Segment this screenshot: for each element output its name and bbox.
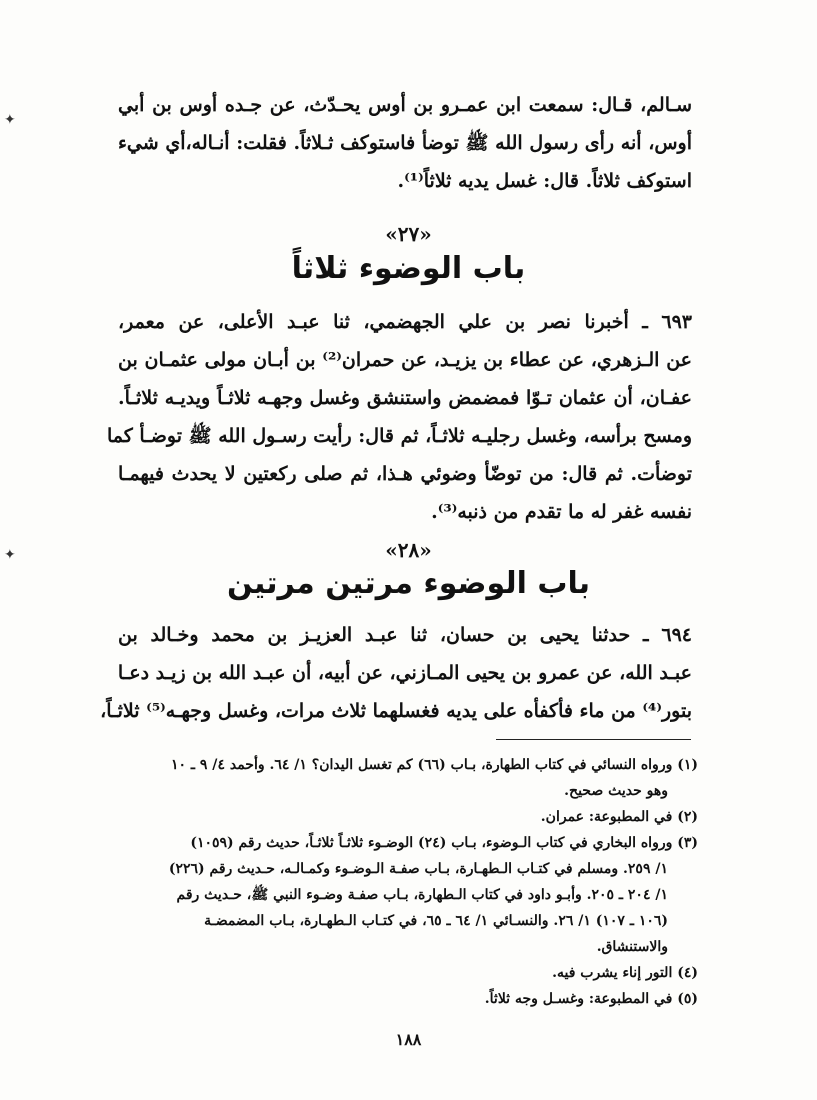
footnote-line: والاستنشاق.: [596, 939, 668, 955]
text-line: بتور⁽⁴⁾ من ماء فأكفأه على يديه فغسلهما ثلاث مرات، وغسل وجهـه⁽⁵⁾ ثلاثـاً،: [100, 700, 692, 722]
paragraph-continuation: [118, 86, 692, 200]
margin-mark-top: ✦: [4, 112, 16, 128]
chapter-27-number: «٢٧»: [385, 222, 432, 246]
footnote-line: ١/ ٢٠٤ ـ ٢٠٥. وأبـو داود في كتاب الـطهارة، بـاب صفـة وضـوء النبي ﷺ، حـديث رقم: [176, 887, 668, 903]
hadith-694: [100, 616, 692, 730]
footnote-line: (١) ورواه النسائي في كتاب الطهارة، بـاب (٦٦) كم تغسل اليدان؟ ١/ ٦٤. وأحمد ٤/ ٩ ـ ١٠: [171, 757, 698, 773]
text-line: أوس، أنه رأى رسول الله ﷺ توضأ فاستوكف ثـلاثاً. فقلت: أنـاله،أي شيء: [118, 132, 692, 154]
text-line: سـالم، قـال: سمعت ابن عمـرو بن أوس يحـدّث، عن جـده أوس بن أبي: [118, 94, 692, 116]
chapter-28-number: «٢٨»: [385, 538, 432, 562]
text-line: عفـان، أن عثمان تـوّا فمضمض واستنشق وغسل وجهـه ثلاثـاً ويديـه ثلاثـاً.: [118, 387, 692, 409]
footnote-line: (٢) في المطبوعة: عمران.: [540, 809, 698, 825]
footnote-line: (٤) التور إناء يشرب فيه.: [552, 965, 698, 981]
footnote-line: (٥) في المطبوعة: وغسـل وجه ثلاثاً.: [484, 991, 698, 1007]
text-line: ٦٩٤ ـ حدثنا يحيى بن حسان، ثنا عبـد العزيـز بن محمد وخـالد بن: [118, 624, 692, 646]
footnote-line: وهو حديث صحيح.: [564, 783, 668, 799]
text-line: استوكف ثلاثاً. قال: غسل يديه ثلاثاً⁽¹⁾.: [397, 170, 692, 192]
footnote-line: (١٠٦ ـ ١٠٧) ١/ ٢٦. والنسـائي ١/ ٦٤ ـ ٦٥، في كتـاب الـطهـارة، بـاب المضمضـة: [204, 913, 668, 929]
text-line: ٦٩٣ ـ أخبرنا نصر بن علي الجهضمي، ثنا عبـد الأعلى، عن معمر،: [118, 311, 692, 333]
footnote-separator: [496, 739, 691, 740]
text-line: عبـد الله، عن عمرو بن يحيى المـازني، عن أبيه، أن عبـد الله بن زيـد دعـا: [117, 662, 692, 684]
footnote-line: ١/ ٢٥٩. ومسلم في كتـاب الـطهـارة، بـاب صفـة الـوضـوء وكمـالـه، حـديث رقم (٢٢٦): [168, 861, 668, 877]
chapter-27-title: باب الوضوء ثلاثاً: [291, 251, 526, 286]
text-line: توضأت. ثم قال: من توضّأ وضوئي هـذا، ثم صلى ركعتين لا يحدث فيهمـا: [118, 463, 692, 485]
footnote-line: (٣) ورواه البخاري في كتاب الـوضوء، بـاب (٢٤) الوضـوء ثلاثـاً ثلاثـاً، حديث رقم (١٠٥٩): [190, 835, 698, 851]
page-number: ١٨٨: [395, 1030, 422, 1049]
text-line: عن الـزهري، عن عطاء بن يزيـد، عن حمران⁽²⁾ بن أبـان مولى عثمـان بن: [118, 349, 693, 371]
chapter-28-title: باب الوضوء مرتين مرتين: [227, 566, 590, 601]
footnotes: [118, 752, 698, 1012]
text-line: ومسح برأسه، وغسل رجليـه ثلاثـاً، ثم قال: رأيت رسـول الله ﷺ توضـأ كما: [107, 425, 692, 447]
hadith-693: [107, 303, 693, 531]
margin-mark-middle: ✦: [4, 547, 16, 563]
text-line: نفسه غفر له ما تقدم من ذنبه⁽³⁾.: [431, 501, 692, 523]
